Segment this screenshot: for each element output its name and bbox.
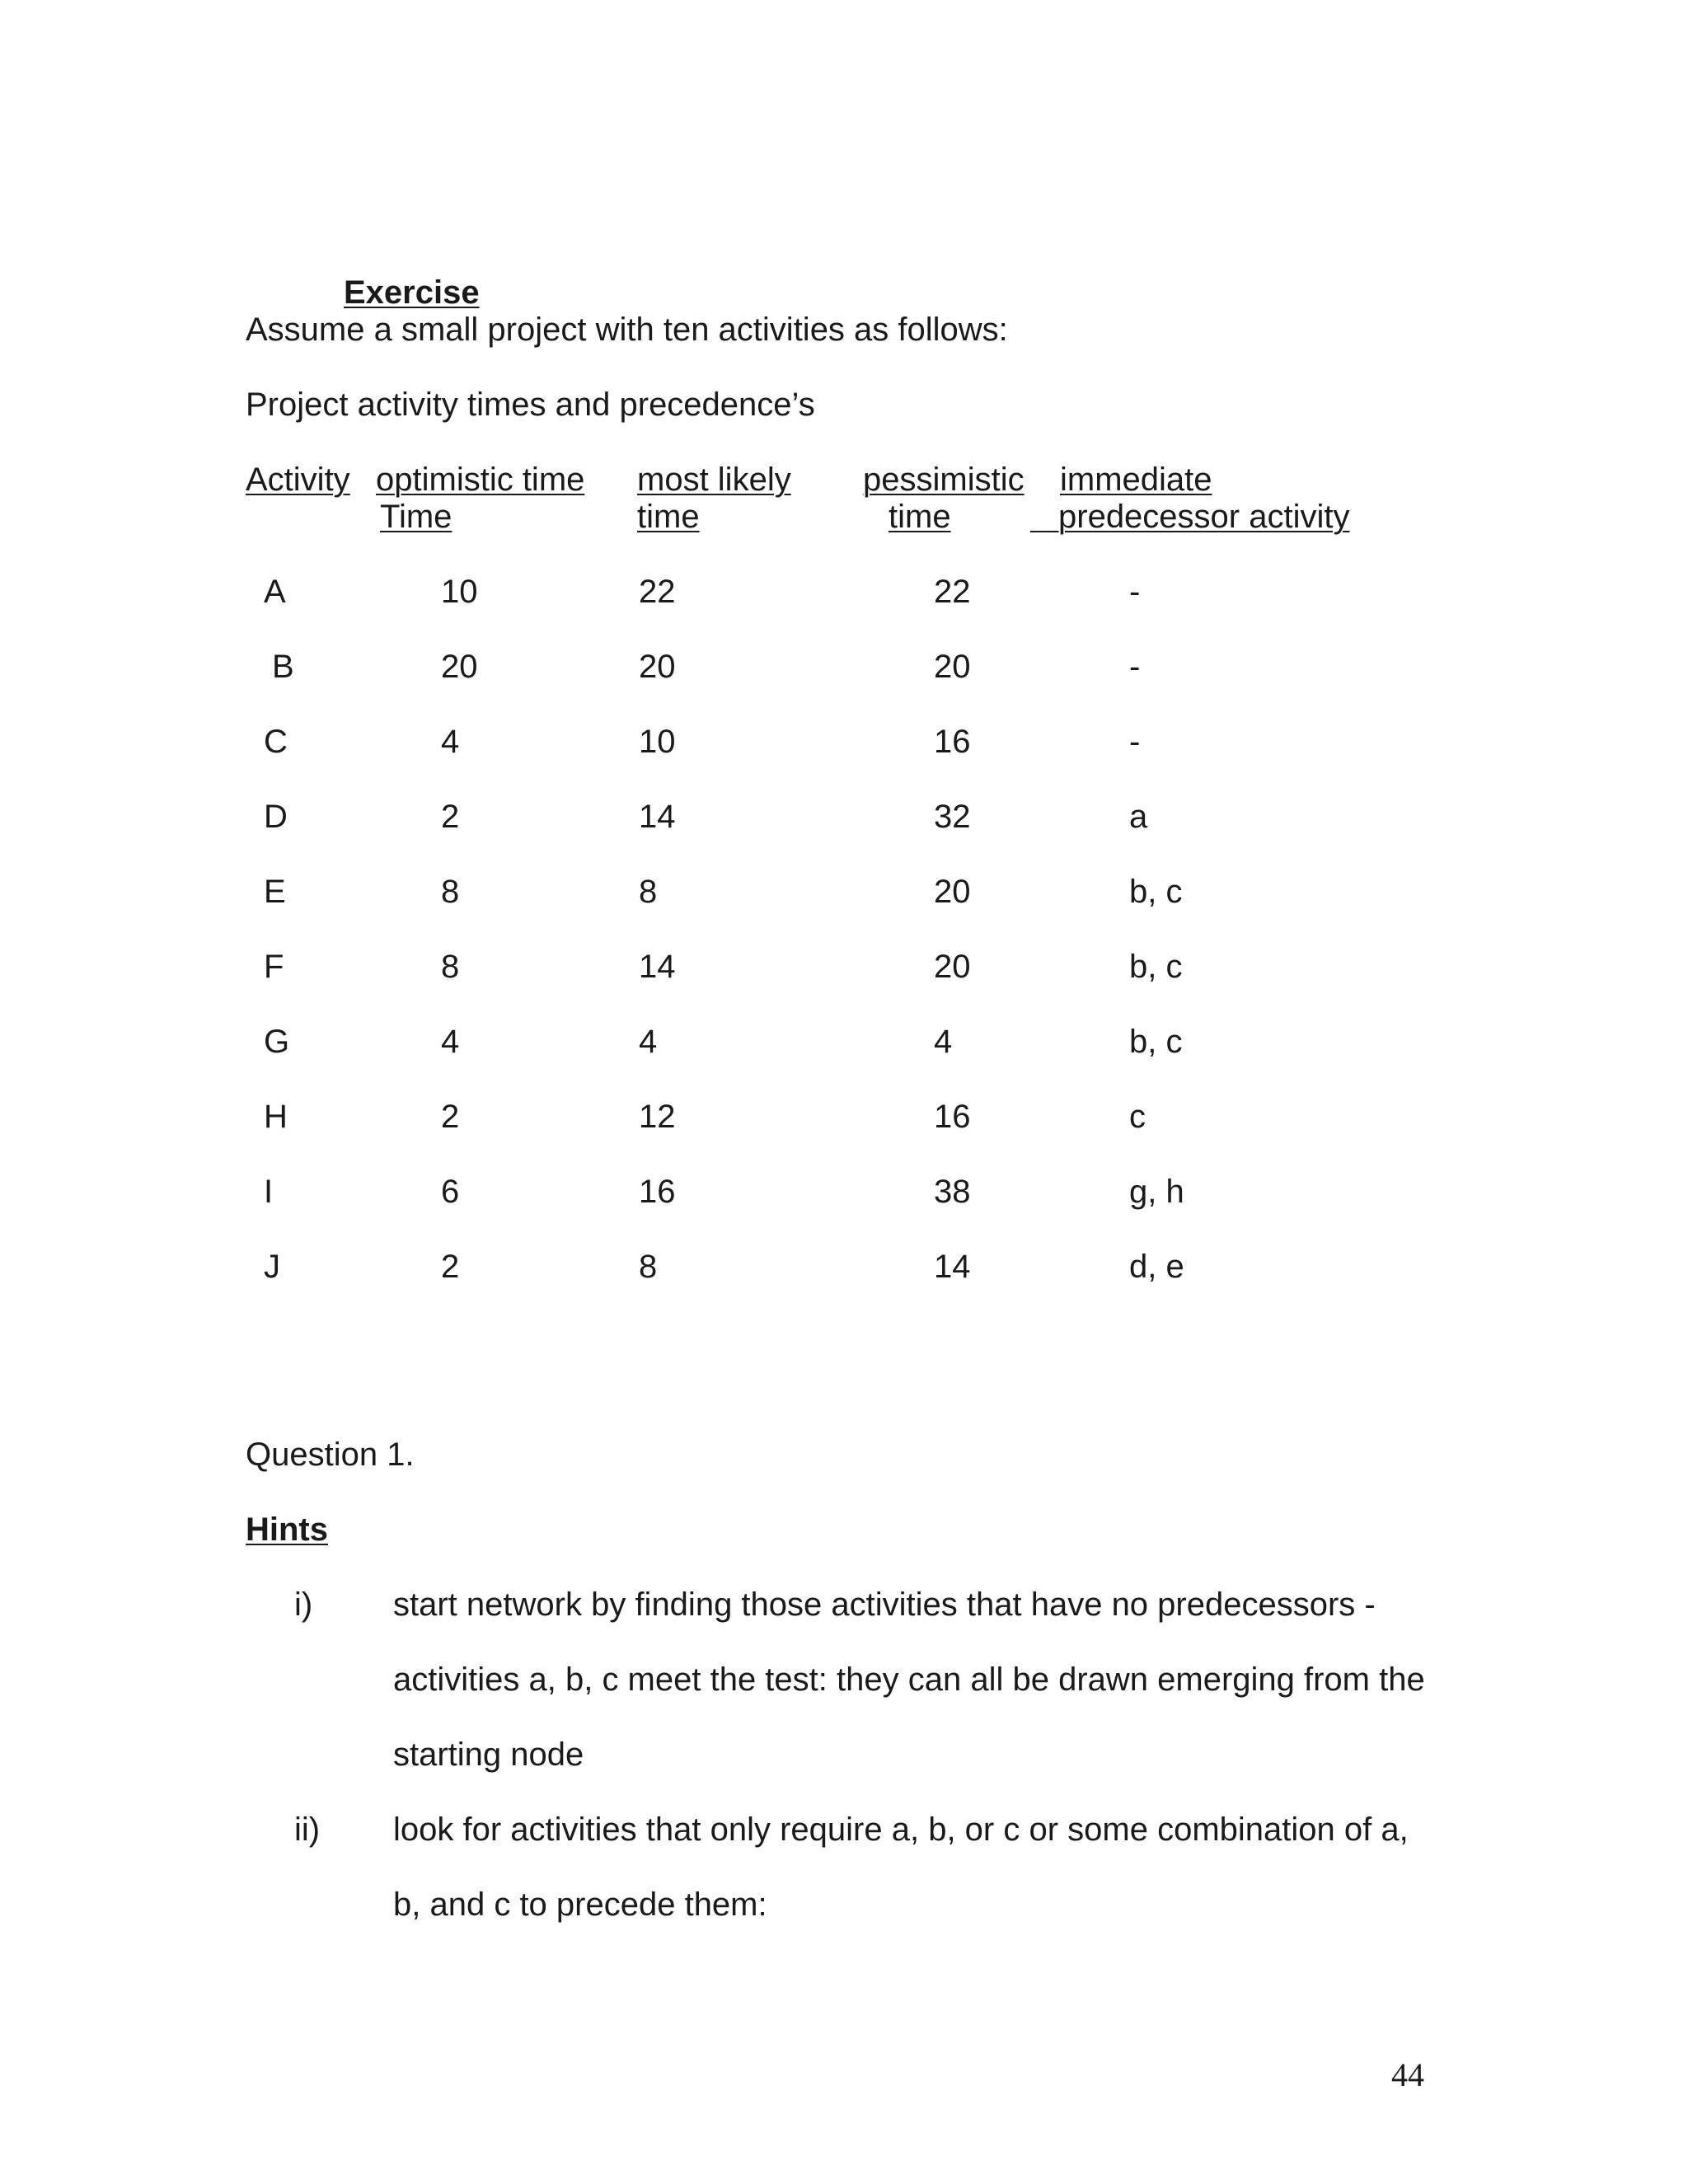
page-number: 44: [1391, 2056, 1424, 2093]
cell-predecessor: b, c: [1129, 874, 1183, 910]
cell-optimistic: 6: [441, 1174, 460, 1210]
cell-pessimistic: 14: [934, 1249, 971, 1285]
cell-optimistic: 4: [441, 724, 460, 760]
header-likely-2: time: [637, 499, 700, 535]
cell-likely: 8: [639, 874, 658, 910]
cell-optimistic: 2: [441, 799, 460, 835]
cell-predecessor: g, h: [1129, 1174, 1184, 1210]
cell-predecessor: -: [1129, 649, 1141, 685]
header-optimistic-1: optimistic time: [376, 462, 585, 498]
hint-line: activities a, b, c meet the test: they can all be drawn emerging from the: [393, 1661, 1425, 1698]
cell-optimistic: 2: [441, 1099, 460, 1135]
cell-likely: 16: [639, 1174, 676, 1210]
cell-activity: G: [264, 1024, 290, 1060]
cell-predecessor: a: [1129, 799, 1148, 835]
cell-activity: E: [264, 874, 286, 910]
cell-likely: 10: [639, 724, 676, 760]
header-pessimistic-2: time: [889, 499, 951, 535]
cell-predecessor: -: [1129, 724, 1141, 760]
exercise-intro: Assume a small project with ten activities as follows:: [246, 312, 1008, 348]
cell-likely: 20: [639, 649, 676, 685]
cell-optimistic: 10: [441, 574, 478, 610]
cell-optimistic: 2: [441, 1249, 460, 1285]
hint-marker: ii): [294, 1811, 321, 1848]
cell-activity: F: [264, 949, 284, 985]
header-pessimistic-1: pessimistic: [863, 462, 1025, 498]
cell-pessimistic: 32: [934, 799, 971, 835]
cell-activity: D: [264, 799, 288, 835]
cell-activity: I: [264, 1174, 274, 1210]
cell-activity: A: [264, 574, 286, 610]
cell-pessimistic: 22: [934, 574, 971, 610]
cell-likely: 14: [639, 949, 676, 985]
cell-pessimistic: 4: [934, 1024, 953, 1060]
cell-pessimistic: 38: [934, 1174, 971, 1210]
cell-activity: C: [264, 724, 288, 760]
hint-line: b, and c to precede them:: [393, 1886, 767, 1923]
cell-optimistic: 8: [441, 949, 460, 985]
hint-line: start network by finding those activities that have no predecessors -: [393, 1586, 1376, 1623]
cell-likely: 12: [639, 1099, 676, 1135]
cell-predecessor: -: [1129, 574, 1141, 610]
header-predecessor-1: immediate: [1060, 462, 1212, 498]
hint-line: look for activities that only require a, b, or c or some combination of a,: [393, 1811, 1409, 1848]
header-predecessor-2: predecessor activity: [1058, 499, 1350, 535]
header-activity: Activity: [246, 462, 350, 498]
cell-predecessor: b, c: [1129, 949, 1183, 985]
table-title: Project activity times and precedence’s: [246, 387, 815, 423]
hint-marker: i): [294, 1586, 313, 1623]
exercise-heading: Exercise: [344, 274, 480, 311]
cell-optimistic: 8: [441, 874, 460, 910]
header-likely-1: most likely: [637, 462, 791, 498]
cell-pessimistic: 20: [934, 649, 971, 685]
cell-activity: B: [272, 649, 294, 685]
hint-line: starting node: [393, 1736, 584, 1773]
cell-pessimistic: 16: [934, 724, 971, 760]
cell-optimistic: 20: [441, 649, 478, 685]
header-optimistic-2: Time: [380, 499, 452, 535]
cell-optimistic: 4: [441, 1024, 460, 1060]
cell-activity: J: [264, 1249, 280, 1285]
cell-predecessor: c: [1129, 1099, 1146, 1135]
cell-pessimistic: 16: [934, 1099, 971, 1135]
question-label: Question 1.: [246, 1436, 415, 1473]
header-underline-lead: [1030, 531, 1058, 532]
hints-heading: Hints: [246, 1511, 328, 1548]
cell-predecessor: d, e: [1129, 1249, 1184, 1285]
cell-pessimistic: 20: [934, 949, 971, 985]
cell-activity: H: [264, 1099, 288, 1135]
cell-likely: 14: [639, 799, 676, 835]
cell-predecessor: b, c: [1129, 1024, 1183, 1060]
cell-likely: 4: [639, 1024, 658, 1060]
cell-likely: 22: [639, 574, 676, 610]
cell-pessimistic: 20: [934, 874, 971, 910]
cell-likely: 8: [639, 1249, 658, 1285]
